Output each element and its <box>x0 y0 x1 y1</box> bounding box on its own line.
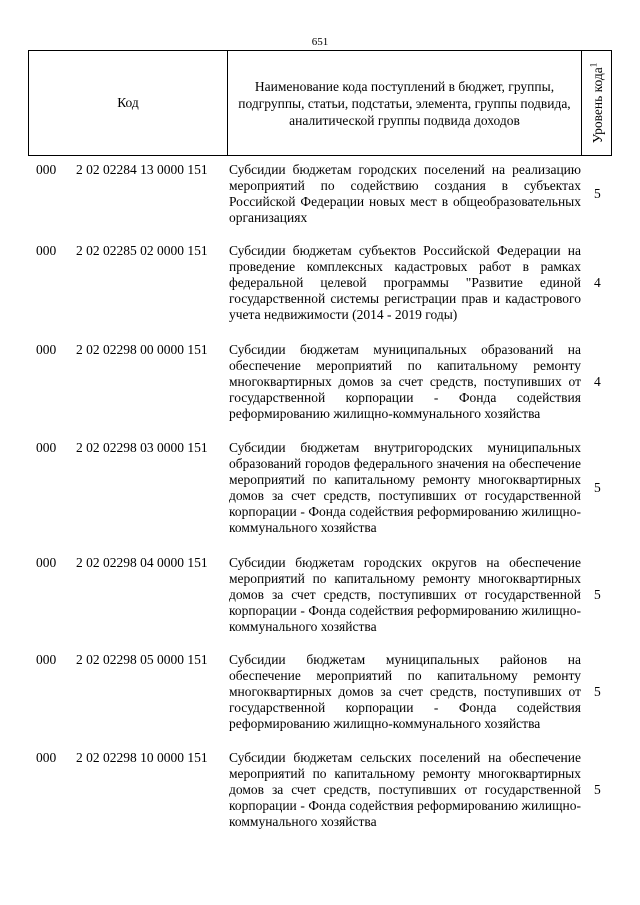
revenue-name: Субсидии бюджетам субъектов Российской Федерации на проведение комплексных кадастровых работ в рамках федеральной целевой программы "Развитие единой государственной системы регистрации прав и кадастрового учета недвижимости (2014 - 2019 годы) <box>229 243 581 322</box>
revenue-name: Субсидии бюджетам муниципальных районов на обеспечение мероприятий по капитальному ремонту многоквартирных домов за счет средств, поступивших от государственной корпорации - Фонда содействия реформированию жилищно-коммунального хозяйства <box>229 652 581 731</box>
revenue-name: Субсидии бюджетам городских округов на обеспечение мероприятий по капитальному ремонту многоквартирных домов за счет средств, поступивших от государственной корпорации - Фонда содействия реформированию жилищно-коммунального хозяйства <box>229 555 581 634</box>
code-level: 4 <box>594 275 601 290</box>
code-level: 5 <box>594 480 601 495</box>
admin-code: 000 <box>36 652 57 667</box>
header-name: Наименование кода поступлений в бюджет, группы, подгруппы, статьи, подстатьи, элемента, группы подвида, аналитической группы подвида доходов <box>228 51 582 155</box>
code-level: 5 <box>594 782 601 797</box>
code-level: 5 <box>594 186 601 201</box>
revenue-code: 2 02 02298 04 0000 151 <box>76 555 208 570</box>
admin-code: 000 <box>36 243 57 258</box>
revenue-code: 2 02 02298 00 0000 151 <box>76 342 208 357</box>
header-level-label <box>588 63 606 144</box>
admin-code: 000 <box>36 555 57 570</box>
table-header <box>28 50 612 156</box>
revenue-code: 2 02 02298 05 0000 151 <box>76 652 208 667</box>
admin-code: 000 <box>36 440 57 455</box>
revenue-code: 2 02 02298 10 0000 151 <box>76 750 208 765</box>
page-number: 651 <box>311 36 329 48</box>
code-level: 5 <box>594 684 601 699</box>
revenue-name: Субсидии бюджетам сельских поселений на обеспечение мероприятий по капитальному ремонту многоквартирных домов за счет средств, поступивших от государственной корпорации - Фонда содействия реформированию жилищно-коммунального хозяйства <box>229 750 581 829</box>
revenue-name: Субсидии бюджетам городских поселений на реализацию мероприятий по содействию создания в субъектах Российской Федерации новых мест в общеобразовательных организациях <box>229 162 581 225</box>
admin-code: 000 <box>36 342 57 357</box>
header-code: Код <box>29 51 228 155</box>
code-level: 4 <box>594 374 601 389</box>
revenue-code: 2 02 02298 03 0000 151 <box>76 440 208 455</box>
revenue-code: 2 02 02284 13 0000 151 <box>76 162 208 177</box>
header-level-footnote: 1 <box>587 62 598 68</box>
header-level <box>582 51 611 155</box>
code-level: 5 <box>594 587 601 602</box>
admin-code: 000 <box>36 162 57 177</box>
admin-code: 000 <box>36 750 57 765</box>
header-level-text: Уровень кода <box>589 67 605 144</box>
revenue-name: Субсидии бюджетам внутригородских муниципальных образований городов федерального значения на обеспечение мероприятий по капитальному ремонту многоквартирных домов за счет средств, поступивших от государственной корпорации - Фонда содействия реформированию жилищно-коммунального хозяйства <box>229 440 581 535</box>
revenue-name: Субсидии бюджетам муниципальных образований на обеспечение мероприятий по капитальному ремонту многоквартирных домов за счет средств, поступивших от государственной корпорации - Фонда содействия реформированию жилищно-коммунального хозяйства <box>229 342 581 421</box>
revenue-code: 2 02 02285 02 0000 151 <box>76 243 208 258</box>
